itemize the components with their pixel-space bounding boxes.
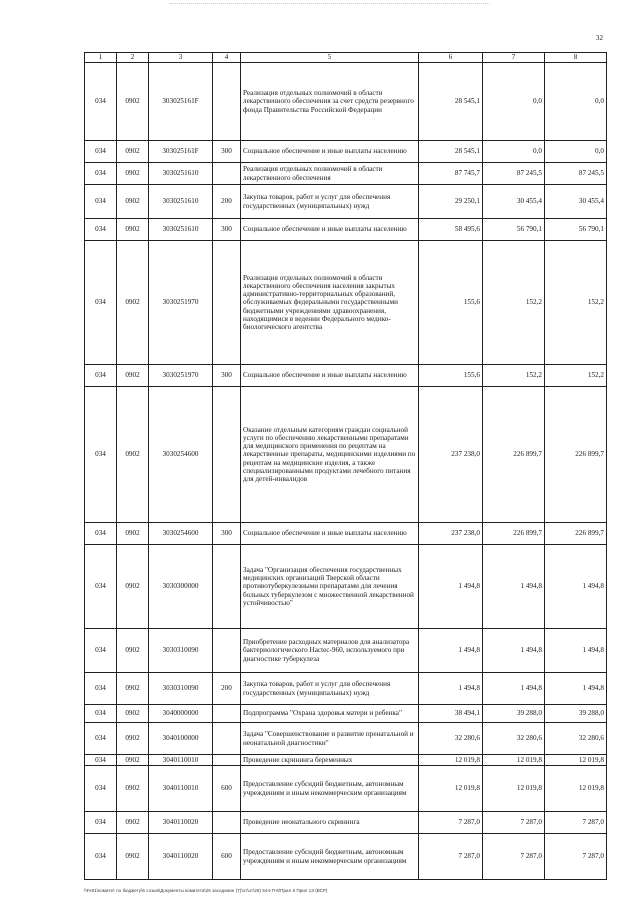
cell-code-expense-type: 200 (213, 185, 241, 219)
table-row (85, 629, 607, 673)
cell-amount-year-2: 12 019,8 (483, 766, 545, 812)
cell-amount-year-3: 1 494,8 (545, 545, 607, 629)
cell-amount-year-2: 152,2 (483, 365, 545, 387)
cell-code-section: 0902 (117, 629, 149, 673)
cell-amount-year-3: 56 790,1 (545, 219, 607, 241)
header-row (85, 53, 607, 63)
table-row (85, 705, 607, 723)
header-col-7: 7 (483, 53, 545, 63)
cell-amount-year-1: 237 238,0 (419, 387, 483, 523)
cell-code-expense-type (213, 241, 241, 365)
cell-amount-year-3: 87 245,5 (545, 163, 607, 185)
cell-amount-year-2: 39 288,0 (483, 705, 545, 723)
cell-code-section: 0902 (117, 673, 149, 705)
cell-code-admin: 034 (85, 766, 117, 812)
cell-code-target: 3030310090 (149, 673, 213, 705)
cell-description: Приобретение расходных материалов для анализатора бактериологического Hactec-960, используемого при диагностике туберкулеза (241, 629, 419, 673)
cell-code-section: 0902 (117, 523, 149, 545)
budget-table (84, 52, 607, 880)
cell-description: Реализация отдельных полномочий в области лекарственного обеспечения (241, 163, 419, 185)
cell-description: Социальное обеспечение и иные выплаты населению (241, 523, 419, 545)
cell-amount-year-3: 0,0 (545, 63, 607, 141)
cell-amount-year-2: 152,2 (483, 241, 545, 365)
cell-description: Проведение неонатального скрининга (241, 812, 419, 834)
header-col-6: 6 (419, 53, 483, 63)
cell-code-expense-type (213, 812, 241, 834)
cell-amount-year-1: 87 745,7 (419, 163, 483, 185)
table-row (85, 141, 607, 163)
table-row (85, 241, 607, 365)
cell-code-target: 3030251610 (149, 219, 213, 241)
scan-artifact (170, 3, 490, 6)
cell-amount-year-1: 28 545,1 (419, 141, 483, 163)
cell-code-target: 3040110010 (149, 766, 213, 812)
table-row (85, 545, 607, 629)
cell-code-section: 0902 (117, 163, 149, 185)
cell-amount-year-3: 12 019,8 (545, 755, 607, 766)
cell-code-section: 0902 (117, 705, 149, 723)
cell-amount-year-3: 7 287,0 (545, 812, 607, 834)
header-col-1: 1 (85, 53, 117, 63)
cell-amount-year-1: 29 250,1 (419, 185, 483, 219)
cell-amount-year-2: 0,0 (483, 141, 545, 163)
cell-amount-year-3: 1 494,8 (545, 673, 607, 705)
cell-amount-year-1: 58 495,6 (419, 219, 483, 241)
cell-code-admin: 034 (85, 141, 117, 163)
cell-amount-year-3: 39 288,0 (545, 705, 607, 723)
cell-code-expense-type (213, 629, 241, 673)
cell-description: Социальное обеспечение и иные выплаты населению (241, 219, 419, 241)
cell-description: Социальное обеспечение и иные выплаты населению (241, 365, 419, 387)
cell-amount-year-3: 226 899,7 (545, 387, 607, 523)
header-col-3: 3 (149, 53, 213, 63)
cell-amount-year-3: 30 455,4 (545, 185, 607, 219)
cell-description: Реализация отдельных полномочий в области лекарственного обеспечения населения закрытых административно-территориальных образований, обслуживаемых федеральными государственными бюджетными учреждениями здравоохранения, находящимися в ведении Федерального медико-биологического агентства (241, 241, 419, 365)
cell-code-admin: 034 (85, 812, 117, 834)
cell-code-target: 3040100000 (149, 723, 213, 755)
cell-amount-year-2: 1 494,8 (483, 545, 545, 629)
cell-amount-year-2: 0,0 (483, 63, 545, 141)
table-row (85, 387, 607, 523)
cell-description: Закупка товаров, работ и услуг для обеспечения государственных (муниципальных) нужд (241, 185, 419, 219)
cell-code-section: 0902 (117, 63, 149, 141)
header-col-4: 4 (213, 53, 241, 63)
cell-code-target: 3040110020 (149, 834, 213, 880)
cell-description: Задача "Совершенствование и развитие пренатальной и неонатальной диагностики" (241, 723, 419, 755)
cell-amount-year-3: 12 019,8 (545, 766, 607, 812)
cell-code-target: 3030251970 (149, 241, 213, 365)
cell-code-admin: 034 (85, 219, 117, 241)
cell-code-admin: 034 (85, 387, 117, 523)
cell-amount-year-1: 237 238,0 (419, 523, 483, 545)
cell-amount-year-1: 7 287,0 (419, 834, 483, 880)
cell-amount-year-2: 226 899,7 (483, 387, 545, 523)
cell-amount-year-2: 30 455,4 (483, 185, 545, 219)
cell-amount-year-2: 56 790,1 (483, 219, 545, 241)
cell-code-expense-type: 300 (213, 523, 241, 545)
page-number: 32 (596, 34, 603, 42)
table-row (85, 755, 607, 766)
table-row (85, 219, 607, 241)
cell-amount-year-1: 12 019,8 (419, 766, 483, 812)
cell-code-expense-type: 200 (213, 673, 241, 705)
table-row (85, 766, 607, 812)
cell-code-expense-type (213, 545, 241, 629)
table-row (85, 185, 607, 219)
cell-code-section: 0902 (117, 723, 149, 755)
cell-amount-year-1: 1 494,8 (419, 629, 483, 673)
cell-description: Реализация отдельных полномочий в области лекарственного обеспечения за счет средств резервного фонда Правительства Российской Федерации (241, 63, 419, 141)
header-col-5: 5 (241, 53, 419, 63)
cell-code-section: 0902 (117, 755, 149, 766)
cell-code-target: 3030254600 (149, 523, 213, 545)
table-row (85, 723, 607, 755)
cell-description: Закупка товаров, работ и услуг для обеспечения государственных (муниципальных) нужд (241, 673, 419, 705)
cell-code-expense-type (213, 755, 241, 766)
table-row (85, 673, 607, 705)
table-row (85, 63, 607, 141)
cell-code-section: 0902 (117, 241, 149, 365)
cell-code-admin: 034 (85, 723, 117, 755)
cell-code-section: 0902 (117, 185, 149, 219)
cell-code-target: 3030300000 (149, 545, 213, 629)
header-col-2: 2 (117, 53, 149, 63)
cell-code-target: 3030310090 (149, 629, 213, 673)
table-body (85, 63, 607, 880)
cell-amount-year-1: 1 494,8 (419, 545, 483, 629)
cell-amount-year-3: 152,2 (545, 365, 607, 387)
table-row (85, 523, 607, 545)
cell-code-section: 0902 (117, 387, 149, 523)
cell-code-target: 303025161F (149, 63, 213, 141)
cell-amount-year-1: 12 019,8 (419, 755, 483, 766)
cell-code-target: 3040110010 (149, 755, 213, 766)
table-row (85, 163, 607, 185)
cell-description: Задача "Организация обеспечения государственных медицинских организаций Тверской области противотуберкулезными препаратами для лечения больных туберкулезом с множественной лекарственной устойчивостью" (241, 545, 419, 629)
cell-amount-year-2: 7 287,0 (483, 834, 545, 880)
cell-code-admin: 034 (85, 63, 117, 141)
cell-code-expense-type: 300 (213, 141, 241, 163)
cell-code-target: 3030251970 (149, 365, 213, 387)
cell-code-target: 3030251610 (149, 185, 213, 219)
cell-code-admin: 034 (85, 163, 117, 185)
cell-amount-year-1: 38 494,1 (419, 705, 483, 723)
cell-code-admin: 034 (85, 545, 117, 629)
cell-description: Подпрограмма "Охрана здоровья матери и ребенка" (241, 705, 419, 723)
cell-code-target: 303025161F (149, 141, 213, 163)
cell-code-target: 3030251610 (149, 163, 213, 185)
cell-code-admin: 034 (85, 629, 117, 673)
cell-code-expense-type: 600 (213, 834, 241, 880)
cell-amount-year-2: 7 287,0 (483, 812, 545, 834)
cell-amount-year-2: 87 245,5 (483, 163, 545, 185)
cell-amount-year-3: 0,0 (545, 141, 607, 163)
cell-code-admin: 034 (85, 705, 117, 723)
cell-code-expense-type (213, 63, 241, 141)
cell-code-section: 0902 (117, 219, 149, 241)
cell-code-admin: 034 (85, 755, 117, 766)
cell-code-admin: 034 (85, 185, 117, 219)
cell-description: Предоставление субсидий бюджетным, автономным учреждениям и иным некоммерческим организациям (241, 834, 419, 880)
cell-code-admin: 034 (85, 241, 117, 365)
cell-amount-year-2: 12 019,8 (483, 755, 545, 766)
cell-amount-year-1: 7 287,0 (419, 812, 483, 834)
cell-code-expense-type (213, 723, 241, 755)
cell-code-expense-type: 600 (213, 766, 241, 812)
cell-amount-year-1: 32 280,6 (419, 723, 483, 755)
cell-code-admin: 034 (85, 523, 117, 545)
cell-amount-year-3: 1 494,8 (545, 629, 607, 673)
cell-code-target: 3040110020 (149, 812, 213, 834)
cell-amount-year-2: 32 280,6 (483, 723, 545, 755)
cell-amount-year-1: 28 545,1 (419, 63, 483, 141)
cell-code-section: 0902 (117, 834, 149, 880)
cell-code-section: 0902 (117, 812, 149, 834)
cell-amount-year-3: 7 287,0 (545, 834, 607, 880)
cell-description: Предоставление субсидий бюджетным, автономным учреждениям и иным некоммерческим организациям (241, 766, 419, 812)
cell-description: Социальное обеспечение и иные выплаты населению (241, 141, 419, 163)
cell-amount-year-3: 226 899,7 (545, 523, 607, 545)
cell-amount-year-2: 1 494,8 (483, 673, 545, 705)
cell-code-section: 0902 (117, 545, 149, 629)
cell-code-expense-type (213, 387, 241, 523)
cell-code-target: 3030254600 (149, 387, 213, 523)
cell-amount-year-1: 155,6 (419, 241, 483, 365)
cell-code-admin: 034 (85, 834, 117, 880)
cell-amount-year-1: 1 494,8 (419, 673, 483, 705)
table-row (85, 812, 607, 834)
cell-amount-year-2: 1 494,8 (483, 629, 545, 673)
header-col-8: 8 (545, 53, 607, 63)
table-row (85, 834, 607, 880)
cell-code-section: 0902 (117, 766, 149, 812)
cell-description: Проведение скрининга беременных (241, 755, 419, 766)
cell-amount-year-3: 152,2 (545, 241, 607, 365)
file-path-footer: \\Fs01\комитет по бюджету\6 созыв\Документы комитета\26 заседание (7)\от\от\28) 544-П-6\Прил 5 Прил 13 (ВСР) (84, 888, 328, 893)
cell-code-target: 3040000000 (149, 705, 213, 723)
cell-description: Оказание отдельным категориям граждан социальной услуги по обеспечению лекарственными препаратами для медицинского применения по рецептам на лекарственные препараты, медицинскими изделиями по рецептам на медицинские изделия, а также специализированными продуктами лечебного питания для детей-инвалидов (241, 387, 419, 523)
cell-code-admin: 034 (85, 673, 117, 705)
cell-amount-year-2: 226 899,7 (483, 523, 545, 545)
cell-amount-year-1: 155,6 (419, 365, 483, 387)
cell-code-expense-type (213, 705, 241, 723)
cell-code-expense-type: 300 (213, 365, 241, 387)
cell-code-section: 0902 (117, 365, 149, 387)
cell-code-section: 0902 (117, 141, 149, 163)
table-row (85, 365, 607, 387)
cell-amount-year-3: 32 280,6 (545, 723, 607, 755)
cell-code-expense-type: 300 (213, 219, 241, 241)
cell-code-admin: 034 (85, 365, 117, 387)
cell-code-expense-type (213, 163, 241, 185)
